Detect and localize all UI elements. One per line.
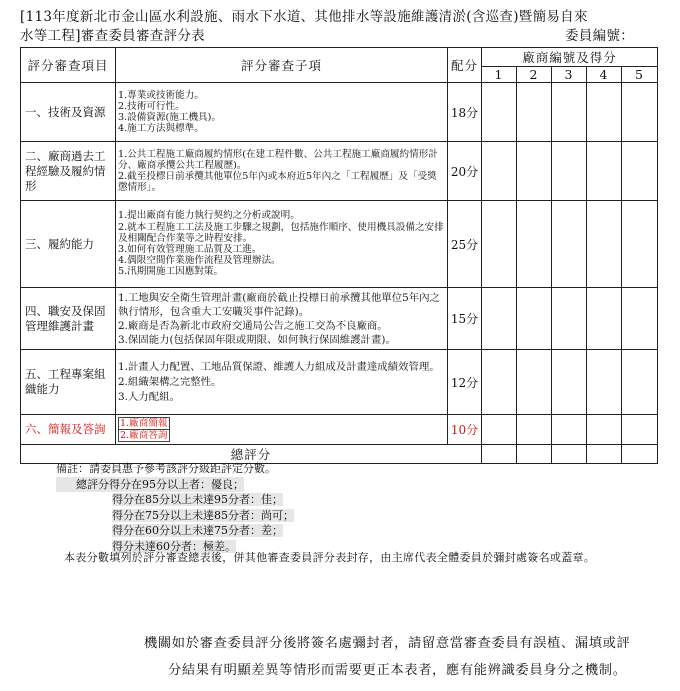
score-cell[interactable]: [587, 350, 622, 415]
category-cell: 一、技術及資源: [21, 83, 116, 142]
table-row: [21, 83, 658, 142]
table-row: [21, 142, 658, 201]
subitem: 1.計畫人力配置、工地品質保證、維護人力組成及計畫達成績效管理。: [118, 360, 440, 373]
score-cell[interactable]: [552, 142, 587, 201]
category-cell: 六、簡報及答詢: [21, 415, 116, 445]
note-grade: 得分在75分以上未達85分者：尚可；: [112, 508, 294, 522]
score-cell[interactable]: [622, 415, 658, 445]
subitem: 1.公共工程施工廠商履約情形(在建工程件數、公共工程施工廠商履約情形計分、廠商承攬公共工程履歷)。: [118, 148, 438, 171]
form-title: [20, 8, 670, 46]
points-cell: 12分: [448, 350, 482, 415]
header-subitem: 評分審查子項: [116, 48, 448, 83]
subitem: 2.就本工程施工工法及施工步驟之規劃，包括施作順序、使用機具設備之安排及相關配合作業等之時程安排。: [118, 221, 444, 244]
subitem: 3.設備資源(施工機具)。: [118, 112, 221, 123]
total-score-cell[interactable]: [517, 445, 552, 464]
score-cell[interactable]: [622, 142, 658, 201]
note-remark: 備註：請委員惠予參考該評分級距評定分數。: [56, 462, 276, 475]
score-table: [20, 47, 658, 464]
note-grade: 得分在60分以上未達75分者：差；: [112, 524, 283, 537]
vendor-number: 4: [587, 67, 622, 83]
subitem: 1.工地與安全衛生管理計畫(廠商於截止投標日前承攬其他單位5年內之執行情形，包含重大工安職災事件記錄)。: [118, 291, 440, 318]
subitem: 3.人力配組。: [118, 390, 180, 403]
score-cell[interactable]: [517, 350, 552, 415]
note-grade: 得分在85分以上未達95分者：佳；: [112, 493, 283, 506]
points-cell: 20分: [448, 142, 482, 201]
category-cell: 五、工程專案組織能力: [21, 350, 116, 415]
subitem: 1.廠商簡報: [120, 418, 168, 430]
score-cell[interactable]: [482, 415, 517, 445]
score-cell[interactable]: [482, 201, 517, 288]
footer-line-1: 機關如於審查委員評分後將簽名處彌封者，請留意當審查委員有誤植、漏填或評: [144, 636, 631, 651]
subitems-cell: [116, 201, 448, 288]
total-score-cell[interactable]: [552, 445, 587, 464]
table-row: [21, 201, 658, 288]
subitems-cell: [116, 288, 448, 350]
score-cell[interactable]: [587, 142, 622, 201]
table-row: [21, 350, 658, 415]
score-cell[interactable]: [552, 350, 587, 415]
score-cell[interactable]: [517, 201, 552, 288]
score-cell[interactable]: [482, 350, 517, 415]
seal-instruction: 本表分數填列於評分審查總表後，併其他審查委員評分表封存，由主席代表全體委員於彌封處簽名或蓋章。: [64, 551, 596, 564]
subitems-cell: [116, 350, 448, 415]
header-item: 評分審查項目: [21, 48, 116, 83]
score-cell[interactable]: [622, 350, 658, 415]
header-vendor: 廠商編號及得分: [482, 48, 658, 67]
subitem: 2.截至投標日前承攬其他單位5年內或本府近5年內之「工程履歷」及「受獎懲情形」。: [118, 171, 437, 194]
subitem: 4.施工方法與標準。: [118, 123, 204, 135]
score-cell[interactable]: [482, 288, 517, 350]
score-cell[interactable]: [587, 288, 622, 350]
subitems-cell: [116, 415, 448, 445]
notes: [56, 461, 294, 554]
points-cell: 10分: [448, 415, 482, 445]
score-cell[interactable]: [552, 201, 587, 288]
title-line-2: 水等工程]審查委員審查評分表: [20, 28, 205, 44]
table-row: [21, 288, 658, 350]
vendor-number: 2: [517, 67, 552, 83]
score-cell[interactable]: [517, 83, 552, 142]
subitem: 3.如何有效管理施工品質及工進。: [118, 244, 262, 255]
score-cell[interactable]: [552, 83, 587, 142]
score-cell[interactable]: [517, 142, 552, 201]
member-number-label: 委員編號：: [565, 28, 634, 44]
subitem: 4.偶限空間作業施作流程及管理辦法。: [118, 255, 281, 267]
total-score-cell[interactable]: [587, 445, 622, 464]
score-cell[interactable]: [517, 415, 552, 445]
score-cell[interactable]: [587, 201, 622, 288]
subitem: 2.技術可行性。: [118, 100, 185, 112]
subitems-cell: [116, 83, 448, 142]
vendor-number: 1: [482, 67, 517, 83]
score-cell[interactable]: [552, 288, 587, 350]
subitem: 1.專業或技術能力。: [118, 89, 204, 101]
note-grade: 得分未達60分者：極差。: [112, 539, 236, 553]
total-label: 總評分: [21, 445, 482, 464]
title-line-1: [113年度新北市金山區水利設施、雨水下水道、其他排水等設施維護清淤(含巡查)暨簡易自來: [20, 9, 588, 25]
total-score-cell[interactable]: [622, 445, 658, 464]
header-points: 配分: [448, 48, 482, 83]
score-cell[interactable]: [622, 201, 658, 288]
vendor-number: 3: [552, 67, 587, 83]
footer-note: [144, 630, 630, 684]
points-cell: 15分: [448, 288, 482, 350]
score-cell[interactable]: [552, 415, 587, 445]
points-cell: 25分: [448, 201, 482, 288]
vendor-number: 5: [622, 67, 658, 83]
score-cell[interactable]: [517, 288, 552, 350]
score-cell[interactable]: [482, 142, 517, 201]
category-cell: 三、履約能力: [21, 201, 116, 288]
subitem: 2.廠商是否為新北市政府交通局公告之施工交為不良廠商。: [118, 319, 388, 332]
total-score-cell[interactable]: [482, 445, 517, 464]
score-cell[interactable]: [622, 288, 658, 350]
subitem: 3.保固能力(包括保固年限或期限、如何執行保固維護計畫)。: [118, 333, 396, 346]
subitem: 2.組織架構之完整性。: [118, 375, 222, 388]
footer-line-2: 分結果有明顯差異等情形而需要更正本表者，應有能辨識委員身分之機制。: [168, 663, 627, 678]
category-cell: 二、廠商過去工程經驗及履約情形: [21, 142, 116, 201]
note-grade-excellent: 總評分得分在95分以上者：優良；: [56, 477, 244, 493]
subitem: 1.提出廠商有能力執行契約之分析或說明。: [118, 210, 300, 222]
score-cell[interactable]: [482, 83, 517, 142]
score-cell[interactable]: [622, 83, 658, 142]
subitem: 2.廠商答詢: [120, 429, 168, 441]
score-cell[interactable]: [587, 83, 622, 142]
subitem: 5.汛期開施工因應對策。: [118, 266, 224, 278]
table-row: [21, 415, 658, 445]
score-cell[interactable]: [587, 415, 622, 445]
subitems-cell: [116, 142, 448, 201]
points-cell: 18分: [448, 83, 482, 142]
category-cell: 四、職安及保固管理維護計畫: [21, 288, 116, 350]
